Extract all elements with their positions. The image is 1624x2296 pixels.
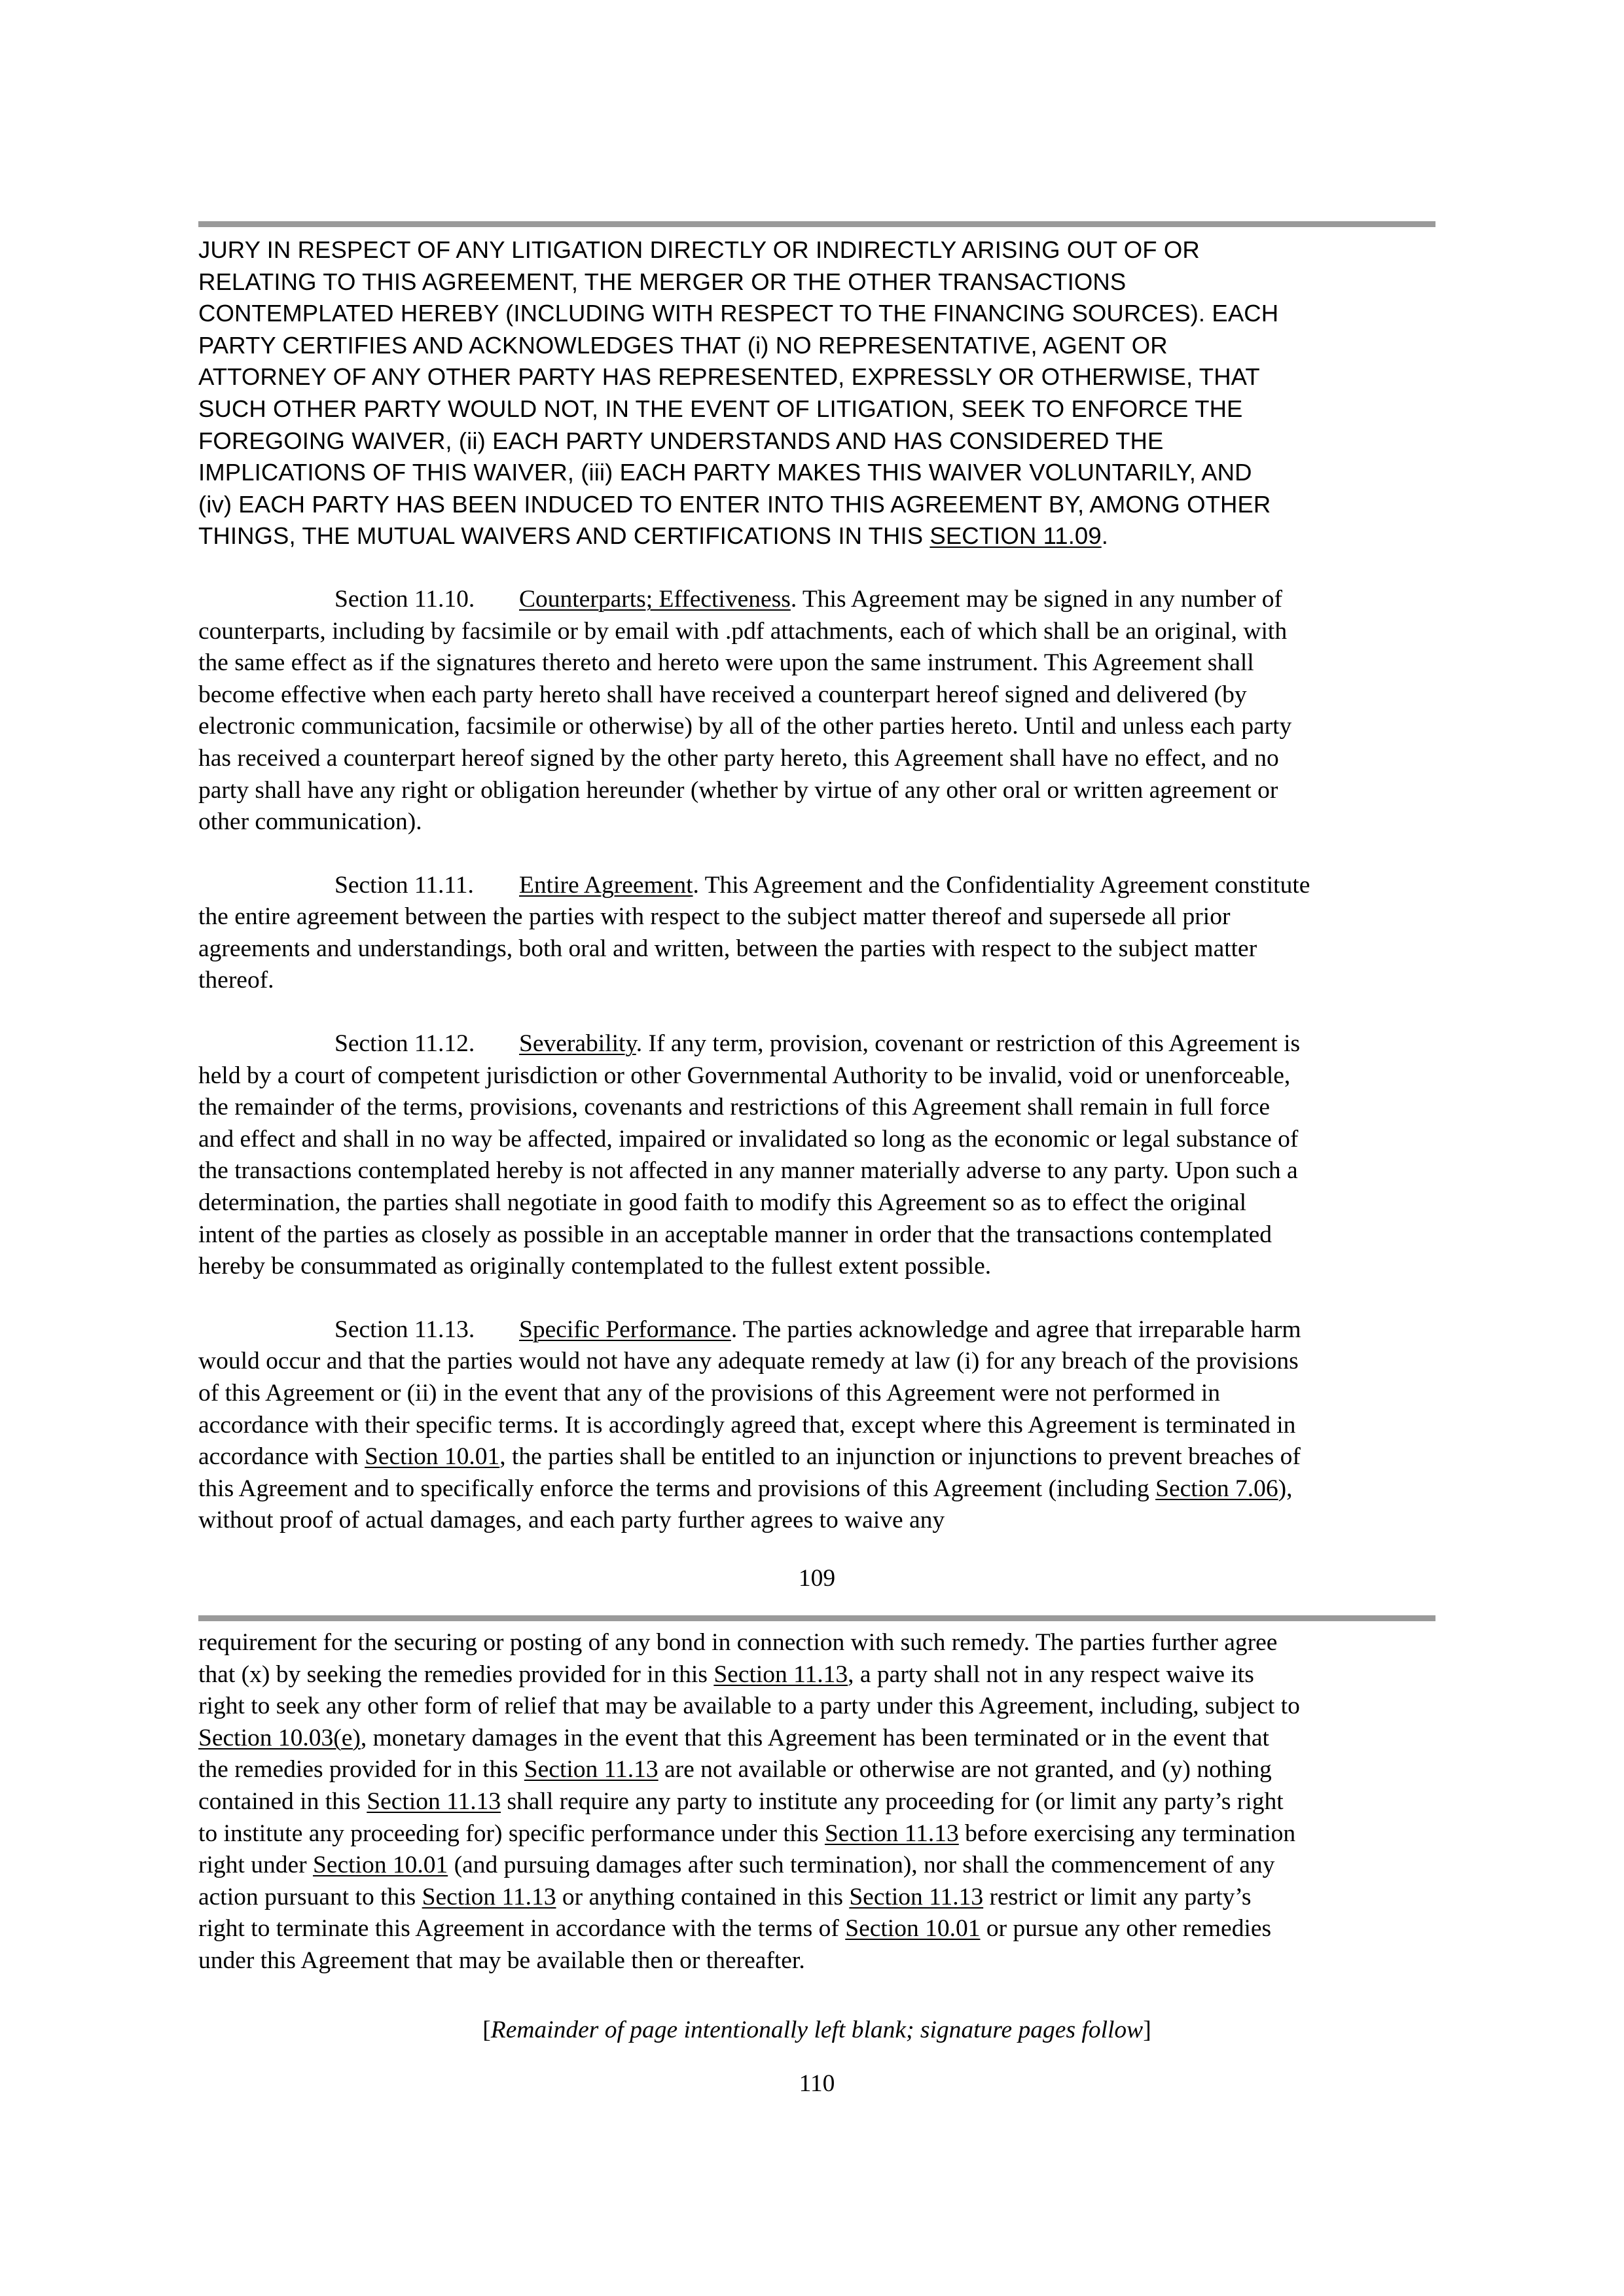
- text-line: contained in this: [198, 1787, 367, 1815]
- section-reference-link[interactable]: Section 10.01: [845, 1915, 981, 1943]
- remainder-text: Remainder of page intentionally left blank; signature pages follow: [490, 2017, 1144, 2043]
- section-reference-link[interactable]: SECTION 11.09: [929, 522, 1102, 550]
- text-line: the transactions contemplated hereby is not affected in any manner materially adverse to any party. Upon such a: [198, 1157, 1298, 1185]
- text-line: accordance with: [198, 1443, 365, 1471]
- section-heading: Specific Performance: [519, 1316, 731, 1343]
- section-11-13: [198, 1314, 1435, 1537]
- section-reference-link[interactable]: Section 11.13: [713, 1660, 848, 1688]
- section-number: Section 11.13.: [334, 1316, 475, 1343]
- page-110-body: [198, 1627, 1435, 1977]
- page-top-rule-109: [198, 221, 1435, 227]
- section-reference-link[interactable]: Section 11.13: [849, 1883, 984, 1910]
- caps-line-end: .: [1101, 522, 1108, 550]
- text-line: or pursue any other remedies: [980, 1915, 1272, 1943]
- text-line: counterparts, including by facsimile or by email with .pdf attachments, each of which shall be an original, with: [198, 617, 1288, 645]
- section-heading: Severability: [519, 1030, 636, 1058]
- section-heading: Counterparts; Effectiveness: [519, 585, 791, 613]
- section-reference-link[interactable]: Section 10.01: [365, 1443, 500, 1471]
- text-line: . If any term, provision, covenant or restriction of this Agreement is: [636, 1030, 1301, 1058]
- bracket-open: [: [482, 2017, 491, 2043]
- text-line: intent of the parties as closely as possible in an acceptable manner in order that the transactions contemplated: [198, 1221, 1272, 1248]
- jury-waiver-paragraph: [198, 234, 1435, 552]
- caps-line: JURY IN RESPECT OF ANY LITIGATION DIRECTLY OR INDIRECTLY ARISING OUT OF OR: [198, 236, 1200, 263]
- text-line: and effect and shall in no way be affected, impaired or invalidated so long as the economic or legal substance of: [198, 1125, 1299, 1153]
- text-line: other communication).: [198, 808, 422, 836]
- text-line: right to seek any other form of relief that may be available to a party under this Agreement, including, subject to: [198, 1693, 1300, 1720]
- page-number: 110: [799, 2070, 835, 2097]
- text-line: under this Agreement that may be available then or thereafter.: [198, 1946, 805, 1974]
- section-number: Section 11.11.: [334, 871, 474, 899]
- text-line: determination, the parties shall negotiate in good faith to modify this Agreement so as to effect the original: [198, 1189, 1246, 1217]
- text-line: held by a court of competent jurisdiction or other Governmental Authority to be invalid, void or unenforceable,: [198, 1062, 1291, 1089]
- text-line: requirement for the securing or posting of any bond in connection with such remedy. The parties further agree: [198, 1629, 1278, 1656]
- section-reference-link[interactable]: Section 11.13: [422, 1883, 556, 1910]
- caps-line: IMPLICATIONS OF THIS WAIVER, (iii) EACH PARTY MAKES THIS WAIVER VOLUNTARILY, AND: [198, 459, 1252, 486]
- page-109-body: [198, 234, 1435, 1537]
- text-line: has received a counterpart hereof signed by the other party hereto, this Agreement shall have no effect, and no: [198, 744, 1279, 772]
- caps-line: PARTY CERTIFIES AND ACKNOWLEDGES THAT (i) NO REPRESENTATIVE, AGENT OR: [198, 331, 1168, 359]
- text-line: , a party shall not in any respect waive its: [848, 1660, 1254, 1688]
- text-line: right to terminate this Agreement in accordance with the terms of: [198, 1915, 846, 1943]
- caps-line: (iv) EACH PARTY HAS BEEN INDUCED TO ENTER INTO THIS AGREEMENT BY, AMONG OTHER: [198, 490, 1271, 518]
- text-line: . This Agreement may be signed in any number of: [790, 585, 1283, 613]
- text-line: that (x) by seeking the remedies provided for in this: [198, 1660, 714, 1688]
- caps-line: THINGS, THE MUTUAL WAIVERS AND CERTIFICATIONS IN THIS: [198, 522, 930, 550]
- section-11-11: [198, 870, 1435, 997]
- caps-line: SUCH OTHER PARTY WOULD NOT, IN THE EVENT OF LITIGATION, SEEK TO ENFORCE THE: [198, 395, 1243, 422]
- caps-line: FOREGOING WAIVER, (ii) EACH PARTY UNDERSTANDS AND HAS CONSIDERED THE: [198, 427, 1164, 454]
- text-line: without proof of actual damages, and each party further agrees to waive any: [198, 1507, 945, 1534]
- section-reference-link[interactable]: Section 11.13: [524, 1756, 659, 1784]
- section-reference-link[interactable]: Section 10.01: [312, 1852, 448, 1879]
- section-heading: Entire Agreement: [519, 871, 693, 899]
- text-line: the same effect as if the signatures thereto and hereto were upon the same instrument. This Agreement shall: [198, 649, 1254, 677]
- text-line: accordance with their specific terms. It is accordingly agreed that, except where this Agreement is terminated in: [198, 1411, 1296, 1439]
- section-11-10: [198, 584, 1435, 838]
- text-line: thereof.: [198, 967, 274, 994]
- text-line: would occur and that the parties would not have any adequate remedy at law (i) for any breach of the provisions: [198, 1348, 1299, 1375]
- text-line: shall require any party to institute any proceeding for (or limit any party’s right: [501, 1787, 1284, 1815]
- text-line: electronic communication, facsimile or otherwise) by all of the other parties hereto. Until and unless each party: [198, 713, 1292, 740]
- text-line: . The parties acknowledge and agree that irreparable harm: [731, 1316, 1301, 1343]
- text-line: the entire agreement between the parties with respect to the subject matter thereof and supersede all prior: [198, 903, 1231, 931]
- text-line: agreements and understandings, both oral and written, between the parties with respect to the subject matter: [198, 935, 1257, 962]
- page-number: 109: [798, 1565, 836, 1592]
- text-line: , monetary damages in the event that this Agreement has been terminated or in the event that: [360, 1724, 1269, 1751]
- section-11-12: [198, 1028, 1435, 1283]
- text-line: before exercising any termination: [958, 1820, 1296, 1847]
- text-line: right under: [198, 1852, 313, 1879]
- specific-performance-continued: [198, 1627, 1435, 1977]
- text-line: party shall have any right or obligation hereunder (whether by virtue of any other oral or written agreement or: [198, 776, 1278, 804]
- text-line: of this Agreement or (ii) in the event that any of the provisions of this Agreement were not performed in: [198, 1380, 1221, 1407]
- remainder-note: [198, 2016, 1435, 2044]
- section-reference-link[interactable]: Section 10.03(e): [198, 1724, 361, 1751]
- text-line: are not available or otherwise are not granted, and (y) nothing: [658, 1756, 1272, 1784]
- caps-line: ATTORNEY OF ANY OTHER PARTY HAS REPRESENTED, EXPRESSLY OR OTHERWISE, THAT: [198, 363, 1260, 391]
- text-line: . This Agreement and the Confidentiality Agreement constitute: [693, 871, 1310, 899]
- caps-line: RELATING TO THIS AGREEMENT, THE MERGER OR THE OTHER TRANSACTIONS: [198, 268, 1127, 295]
- text-line: action pursuant to this: [198, 1883, 422, 1910]
- section-number: Section 11.12.: [334, 1030, 475, 1058]
- section-reference-link[interactable]: Section 11.13: [824, 1820, 959, 1847]
- text-line: the remedies provided for in this: [198, 1756, 524, 1784]
- text-line: become effective when each party hereto shall have received a counterpart hereof signed and delivered (by: [198, 681, 1247, 708]
- text-line: , the parties shall be entitled to an injunction or injunctions to prevent breaches of: [499, 1443, 1301, 1471]
- page-top-rule-110: [198, 1615, 1435, 1621]
- text-line: hereby be consummated as originally contemplated to the fullest extent possible.: [198, 1253, 992, 1280]
- text-line: the remainder of the terms, provisions, covenants and restrictions of this Agreement shall remain in full force: [198, 1094, 1271, 1121]
- text-line: this Agreement and to specifically enforce the terms and provisions of this Agreement (including: [198, 1475, 1156, 1502]
- text-line: restrict or limit any party’s: [983, 1883, 1252, 1910]
- caps-line: CONTEMPLATED HEREBY (INCLUDING WITH RESPECT TO THE FINANCING SOURCES). EACH: [198, 300, 1279, 327]
- text-line: (and pursuing damages after such termination), nor shall the commencement of any: [448, 1852, 1275, 1879]
- bracket-close: ]: [1143, 2017, 1151, 2043]
- text-line: or anything contained in this: [556, 1883, 850, 1910]
- section-number: Section 11.10.: [334, 585, 475, 613]
- section-reference-link[interactable]: Section 11.13: [367, 1787, 501, 1815]
- text-line: to institute any proceeding for) specific performance under this: [198, 1820, 825, 1847]
- section-reference-link[interactable]: Section 7.06: [1155, 1475, 1278, 1502]
- text-line: ),: [1278, 1475, 1293, 1502]
